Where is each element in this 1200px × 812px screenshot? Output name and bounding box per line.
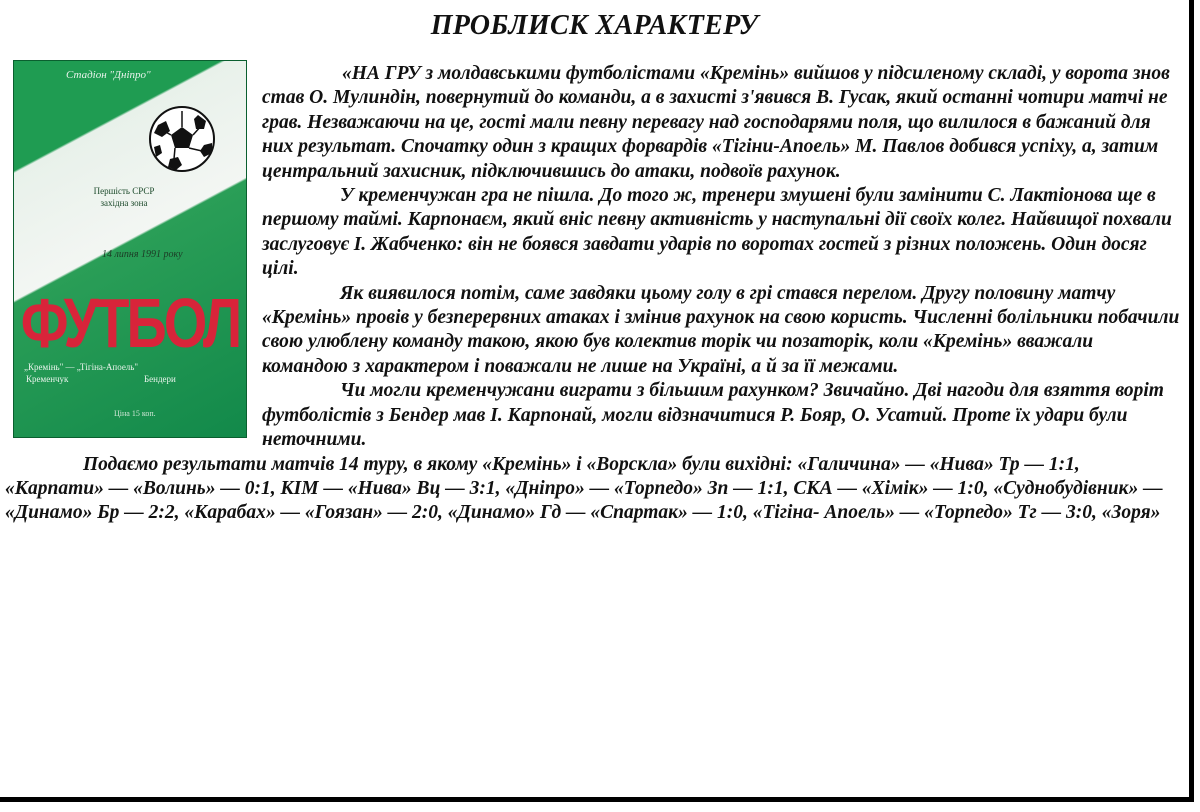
article-body [5, 62, 1181, 526]
poster-dash: — [65, 362, 77, 372]
article-paragraph: Подаємо результати матчів 14 туру, в якому «Кремінь» і «Ворскла» були вихідні: «Галичина» — «Нива» Тр — 1:1, «Карпати» — «Волинь» — 0:1, КІМ — «Нива» Вц — 3:1, «Дніпро» — «Торпедо» Зп — 1:1, СКА — «Хімік» — 1:0, «Суднобудівник» — «Динамо» Бр — 2:2, «Карабах» — «Гоязан» — 2:0, «Динамо» Гд — «Спартак» — 1:0, «Тігіна- Апоель» — «Торпедо» Тг — 3:0, «Зоря» [5, 453, 1163, 524]
poster-championship-line: Першість СРСР [93, 186, 155, 196]
poster-home-team: „Кремінь" [24, 362, 64, 372]
poster-away-city: Бендери [144, 374, 176, 384]
poster-zone-line: західна зона [100, 198, 148, 208]
poster-wrap-spacer [5, 62, 262, 430]
article-paragraph: Як виявилося потім, саме завдяки цьому голу в грі стався перелом. Другу половину матчу «Кремінь» провів у безперервних атаках і змінив рахунок на свою користь. Численні болільники побачили свою улюблену команду такою, якою був колектив торік чи позаторік, коли «Кремінь» вважали командою з характером і поважали не лише на Україні, а й за її межами. [262, 282, 1180, 377]
poster-match-date: 14 липня 1991 року [102, 249, 183, 260]
poster-price: Ціна 15 коп. [114, 409, 156, 418]
article-paragraph: «НА ГРУ з молдавськими футболістами «Кремінь» вийшов у підсиленому складі, у ворота знов став О. Мулиндін, повернутий до команди, а в захисті з'явився В. Гусак, який останні чотири матчі не грав. Незважаючи на це, гості мали певну перевагу над господарями поля, що вилилося в бажаний для них результат. Спочатку один з кращих форвардів «Тігіни-Апоель» М. Павлов добився успіху, а, затим центральний захисник, підключившись до атаки, подвоїв рахунок. [262, 63, 1170, 182]
poster-home-city: Кременчук [26, 374, 69, 384]
article-headline: ПРОБЛИСК ХАРАКТЕРУ [430, 10, 759, 41]
poster-football-word: ФУТБОЛ [20, 283, 240, 362]
poster-stadium-line: Стадіон "Дніпро" [66, 69, 151, 81]
article-paragraph: У кременчужан гра не пішла. До того ж, тренери змушені були замінити С. Лактіонова ще в першому таймі. Карпонаєм, який вніс певну активність у наступальні дії своїх колег. Найвищої похвали заслуговує І. Жабченко: він не боявся завдати ударів по воротах гостей з різних положень. Один досяг цілі. [262, 185, 1172, 280]
article-paragraph: Чи могли кременчужани виграти з більшим рахунком? Звичайно. Дві нагоди для взяття воріт футболістів з Бендер мав І. Карпонай, могли відзначитися Р. Бояр, О. Усатий. Проте їх удари були неточними. [262, 380, 1164, 451]
poster-away-team: „Тігіна-Апоель" [76, 362, 139, 372]
